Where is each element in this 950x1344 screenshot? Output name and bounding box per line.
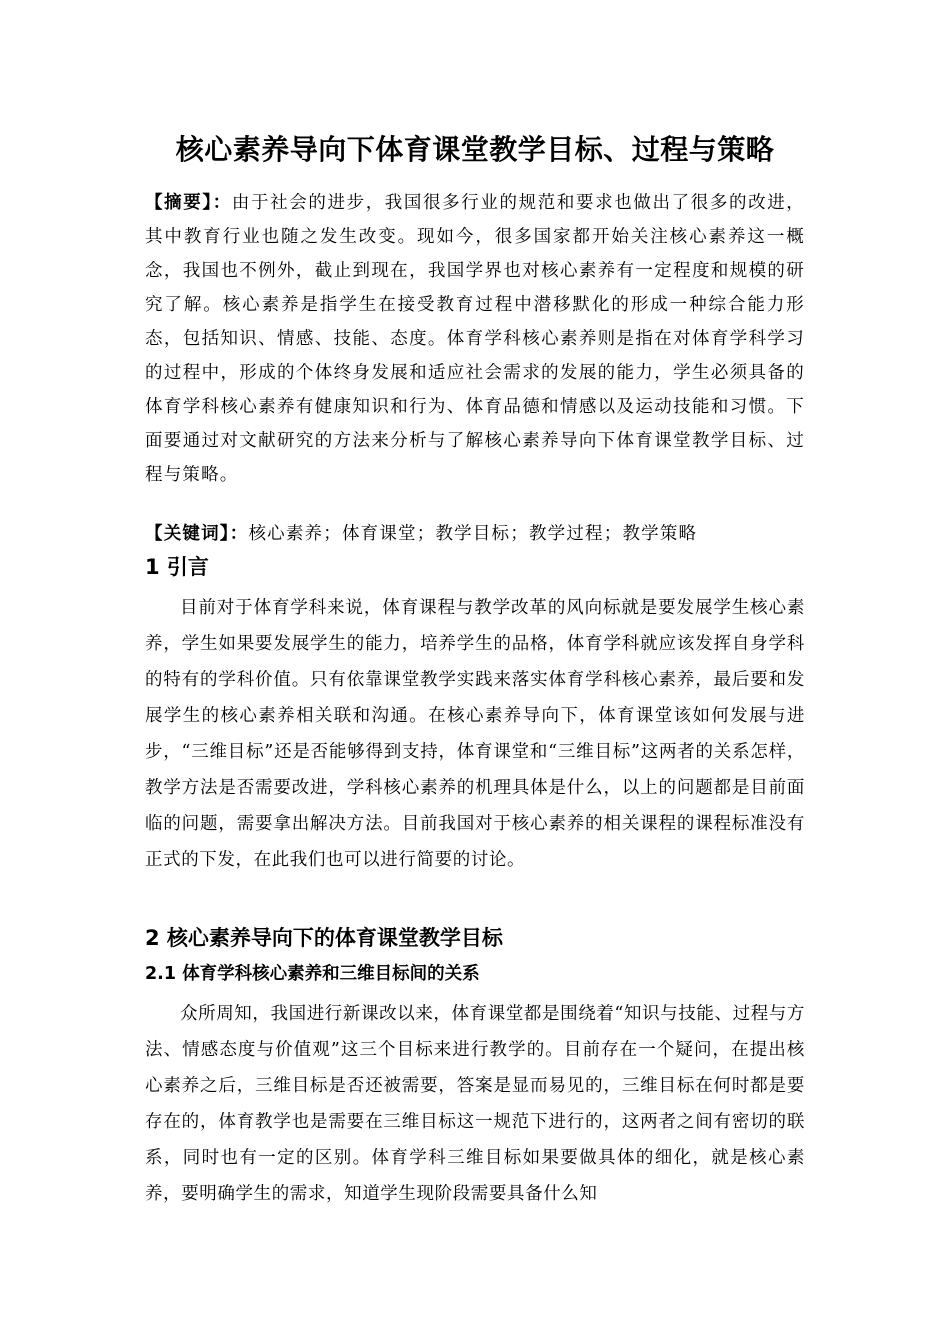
section-2-heading: 2 核心素养导向下的体育课堂教学目标 bbox=[145, 926, 503, 950]
keywords-label: 【关键词】： bbox=[145, 524, 249, 544]
abstract-text: 由于社会的进步，我国很多行业的规范和要求也做出了很多的改进，其中教育行业也随之发生改变。现如今，很多国家都开始关注核心素养这一概念，我国也不例外，截止到现在，我国学界也对核心素养有一定程度和规模的研究了解。核心素养是指学生在接受教育过程中潜移默化的形成一种综合能力形态，包括知识、情感、技能、态度。体育学科核心素养则是指在对体育学科学习的过程中，形成的个体终身发展和适应社会需求的发展的能力，学生必须具备的体育学科核心素养有健康知识和行为、体育品德和情感以及运动技能和习惯。下面要通过对文献研究的方法来分析与了解核心素养导向下体育课堂教学目标、过程与策略。 bbox=[145, 193, 806, 485]
keywords-block bbox=[145, 519, 805, 549]
section-2-1-heading: 2.1 体育学科核心素养和三维目标间的关系 bbox=[145, 964, 480, 984]
section-1-heading: 1 引言 bbox=[145, 555, 209, 579]
abstract-block bbox=[145, 186, 805, 492]
section-1-paragraph: 目前对于体育学科来说，体育课程与教学改革的风向标就是要发展学生核心素养，学生如果要发展学生的能力，培养学生的品格，体育学科就应该发挥自身学科的特有的学科价值。只有依靠课堂教学实践来落实体育学科核心素养，最后要和发展学生的核心素养相关联和沟通。在核心素养导向下，体育课堂该如何发展与进步，“三维目标”还是否能够得到支持，体育课堂和“三维目标”这两者的关系怎样，教学方法是否需要改进，学科核心素养的机理具体是什么，以上的问题都是目前面临的问题，需要拿出解决方法。目前我国对于核心素养的相关课程的课程标准没有正式的下发，在此我们也可以进行简要的讨论。 bbox=[145, 598, 805, 870]
document-title: 核心素养导向下体育课堂教学目标、过程与策略 bbox=[175, 133, 775, 166]
section-2-1-paragraph: 众所周知，我国进行新课改以来，体育课堂都是围绕着“知识与技能、过程与方法、情感态度与价值观”这三个目标来进行教学的。目前存在一个疑问，在提出核心素养之后，三维目标是否还被需要，答案是显而易见的，三维目标在何时都是要存在的，体育教学也是需要在三维目标这一规范下进行的，这两者之间有密切的联系，同时也有一定的区别。体育学科三维目标如果要做具体的细化，就是核心素养，要明确学生的需求，知道学生现阶段需要具备什么知 bbox=[145, 1004, 805, 1204]
keywords-text: 核心素养；体育课堂；教学目标；教学过程；教学策略 bbox=[248, 524, 698, 544]
abstract-label: 【摘要】： bbox=[145, 193, 232, 213]
